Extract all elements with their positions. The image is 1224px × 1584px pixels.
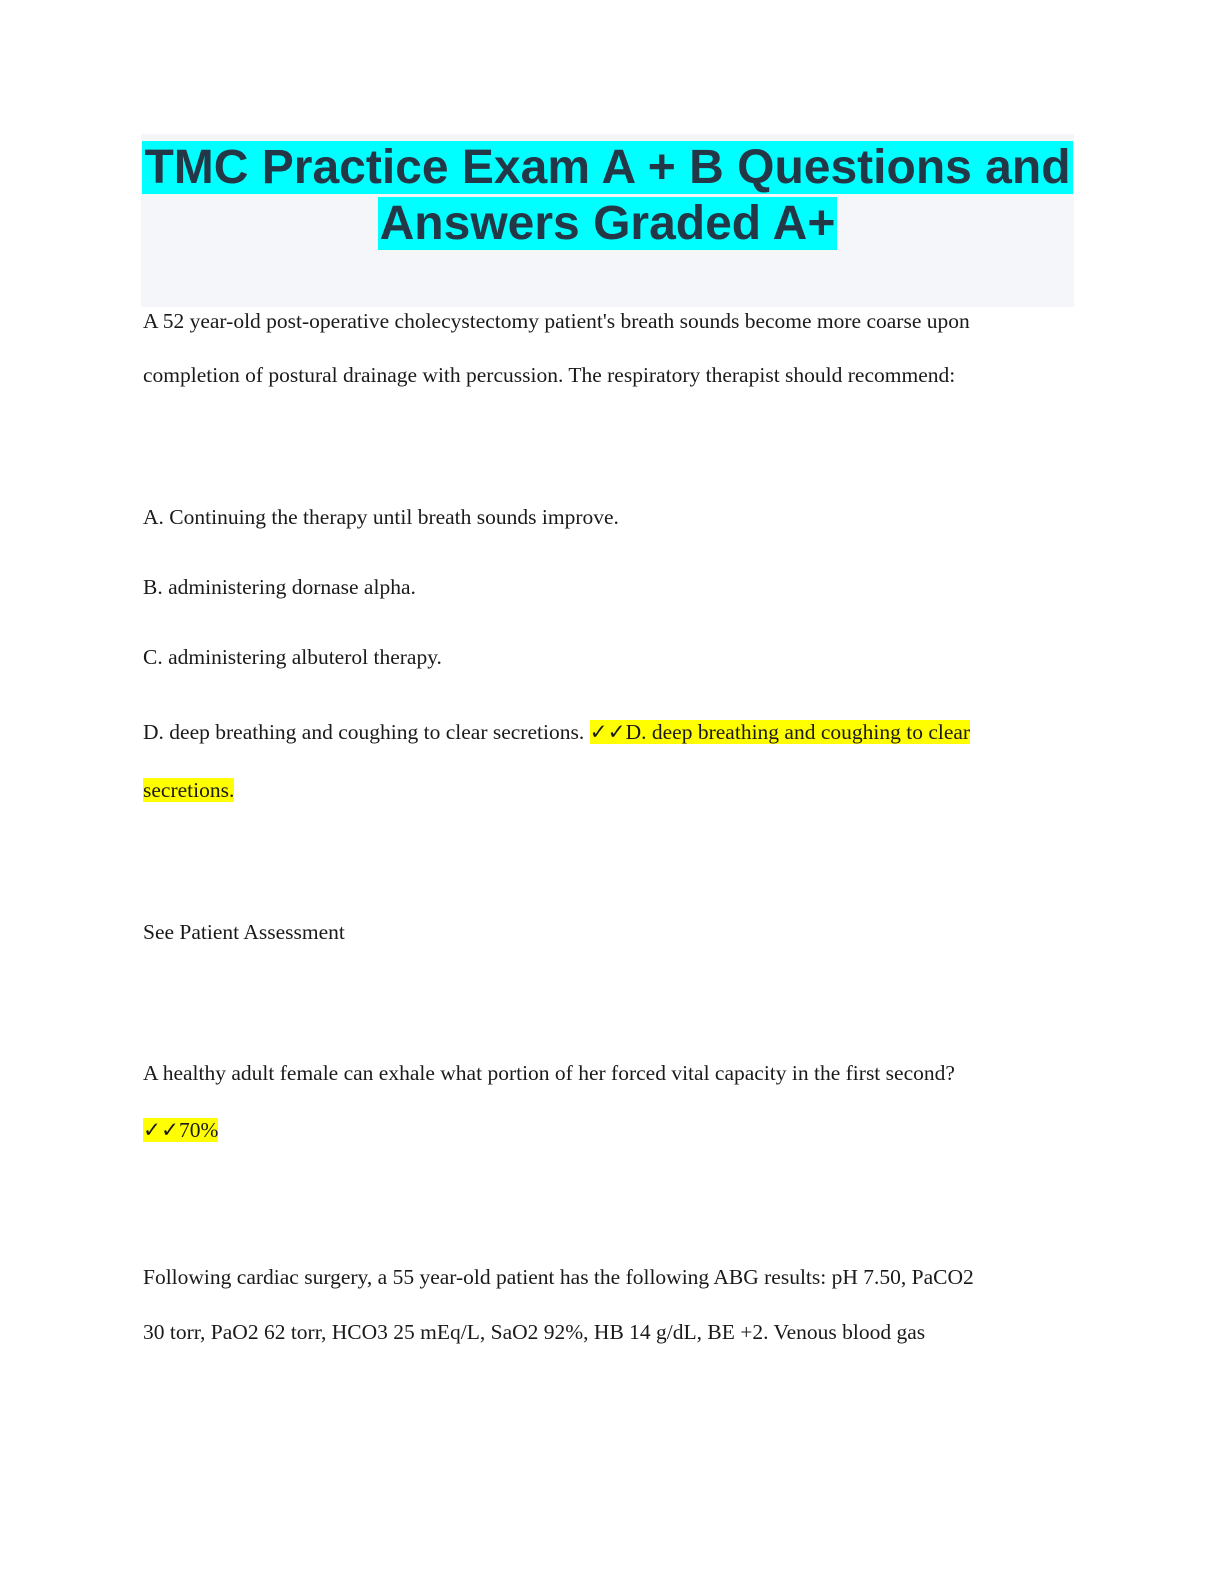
question-1-stem-line-1: A 52 year-old post-operative cholecystectomy patient's breath sounds become more coarse upon xyxy=(143,309,970,333)
section-note: See Patient Assessment xyxy=(143,920,345,944)
question-3-stem-line-2: 30 torr, PaO2 62 torr, HCO3 25 mEq/L, SaO2 92%, HB 14 g/dL, BE +2. Venous blood gas xyxy=(143,1320,926,1344)
question-1-stem-line-2: completion of postural drainage with percussion. The respiratory therapist should recommend: xyxy=(143,363,956,387)
title-block xyxy=(141,134,1074,307)
question-3-stem-line-1: Following cardiac surgery, a 55 year-old patient has the following ABG results: pH 7.50, PaCO2 xyxy=(143,1265,974,1289)
question-1-option-d-line xyxy=(143,718,970,746)
question-2-answer-line xyxy=(143,1116,218,1144)
question-1-option-d: D. deep breathing and coughing to clear secretions. xyxy=(143,720,590,744)
question-2-answer-highlight: ✓✓70% xyxy=(143,1118,219,1142)
question-1-option-b: B. administering dornase alpha. xyxy=(143,575,416,599)
question-1-option-c: C. administering albuterol therapy. xyxy=(143,645,442,669)
document-title-line-2: Answers Graded A+ xyxy=(379,197,836,250)
question-2-stem: A healthy adult female can exhale what portion of her forced vital capacity in the first second? xyxy=(143,1061,955,1085)
question-1-answer-line-2 xyxy=(143,776,234,804)
question-1-option-a: A. Continuing the therapy until breath sounds improve. xyxy=(143,505,619,529)
question-1-answer-highlight: ✓✓D. deep breathing and coughing to clear xyxy=(589,720,971,744)
question-1-answer-highlight-cont: secretions. xyxy=(143,778,235,802)
document-title-line-1: TMC Practice Exam A + B Questions and xyxy=(144,141,1071,194)
